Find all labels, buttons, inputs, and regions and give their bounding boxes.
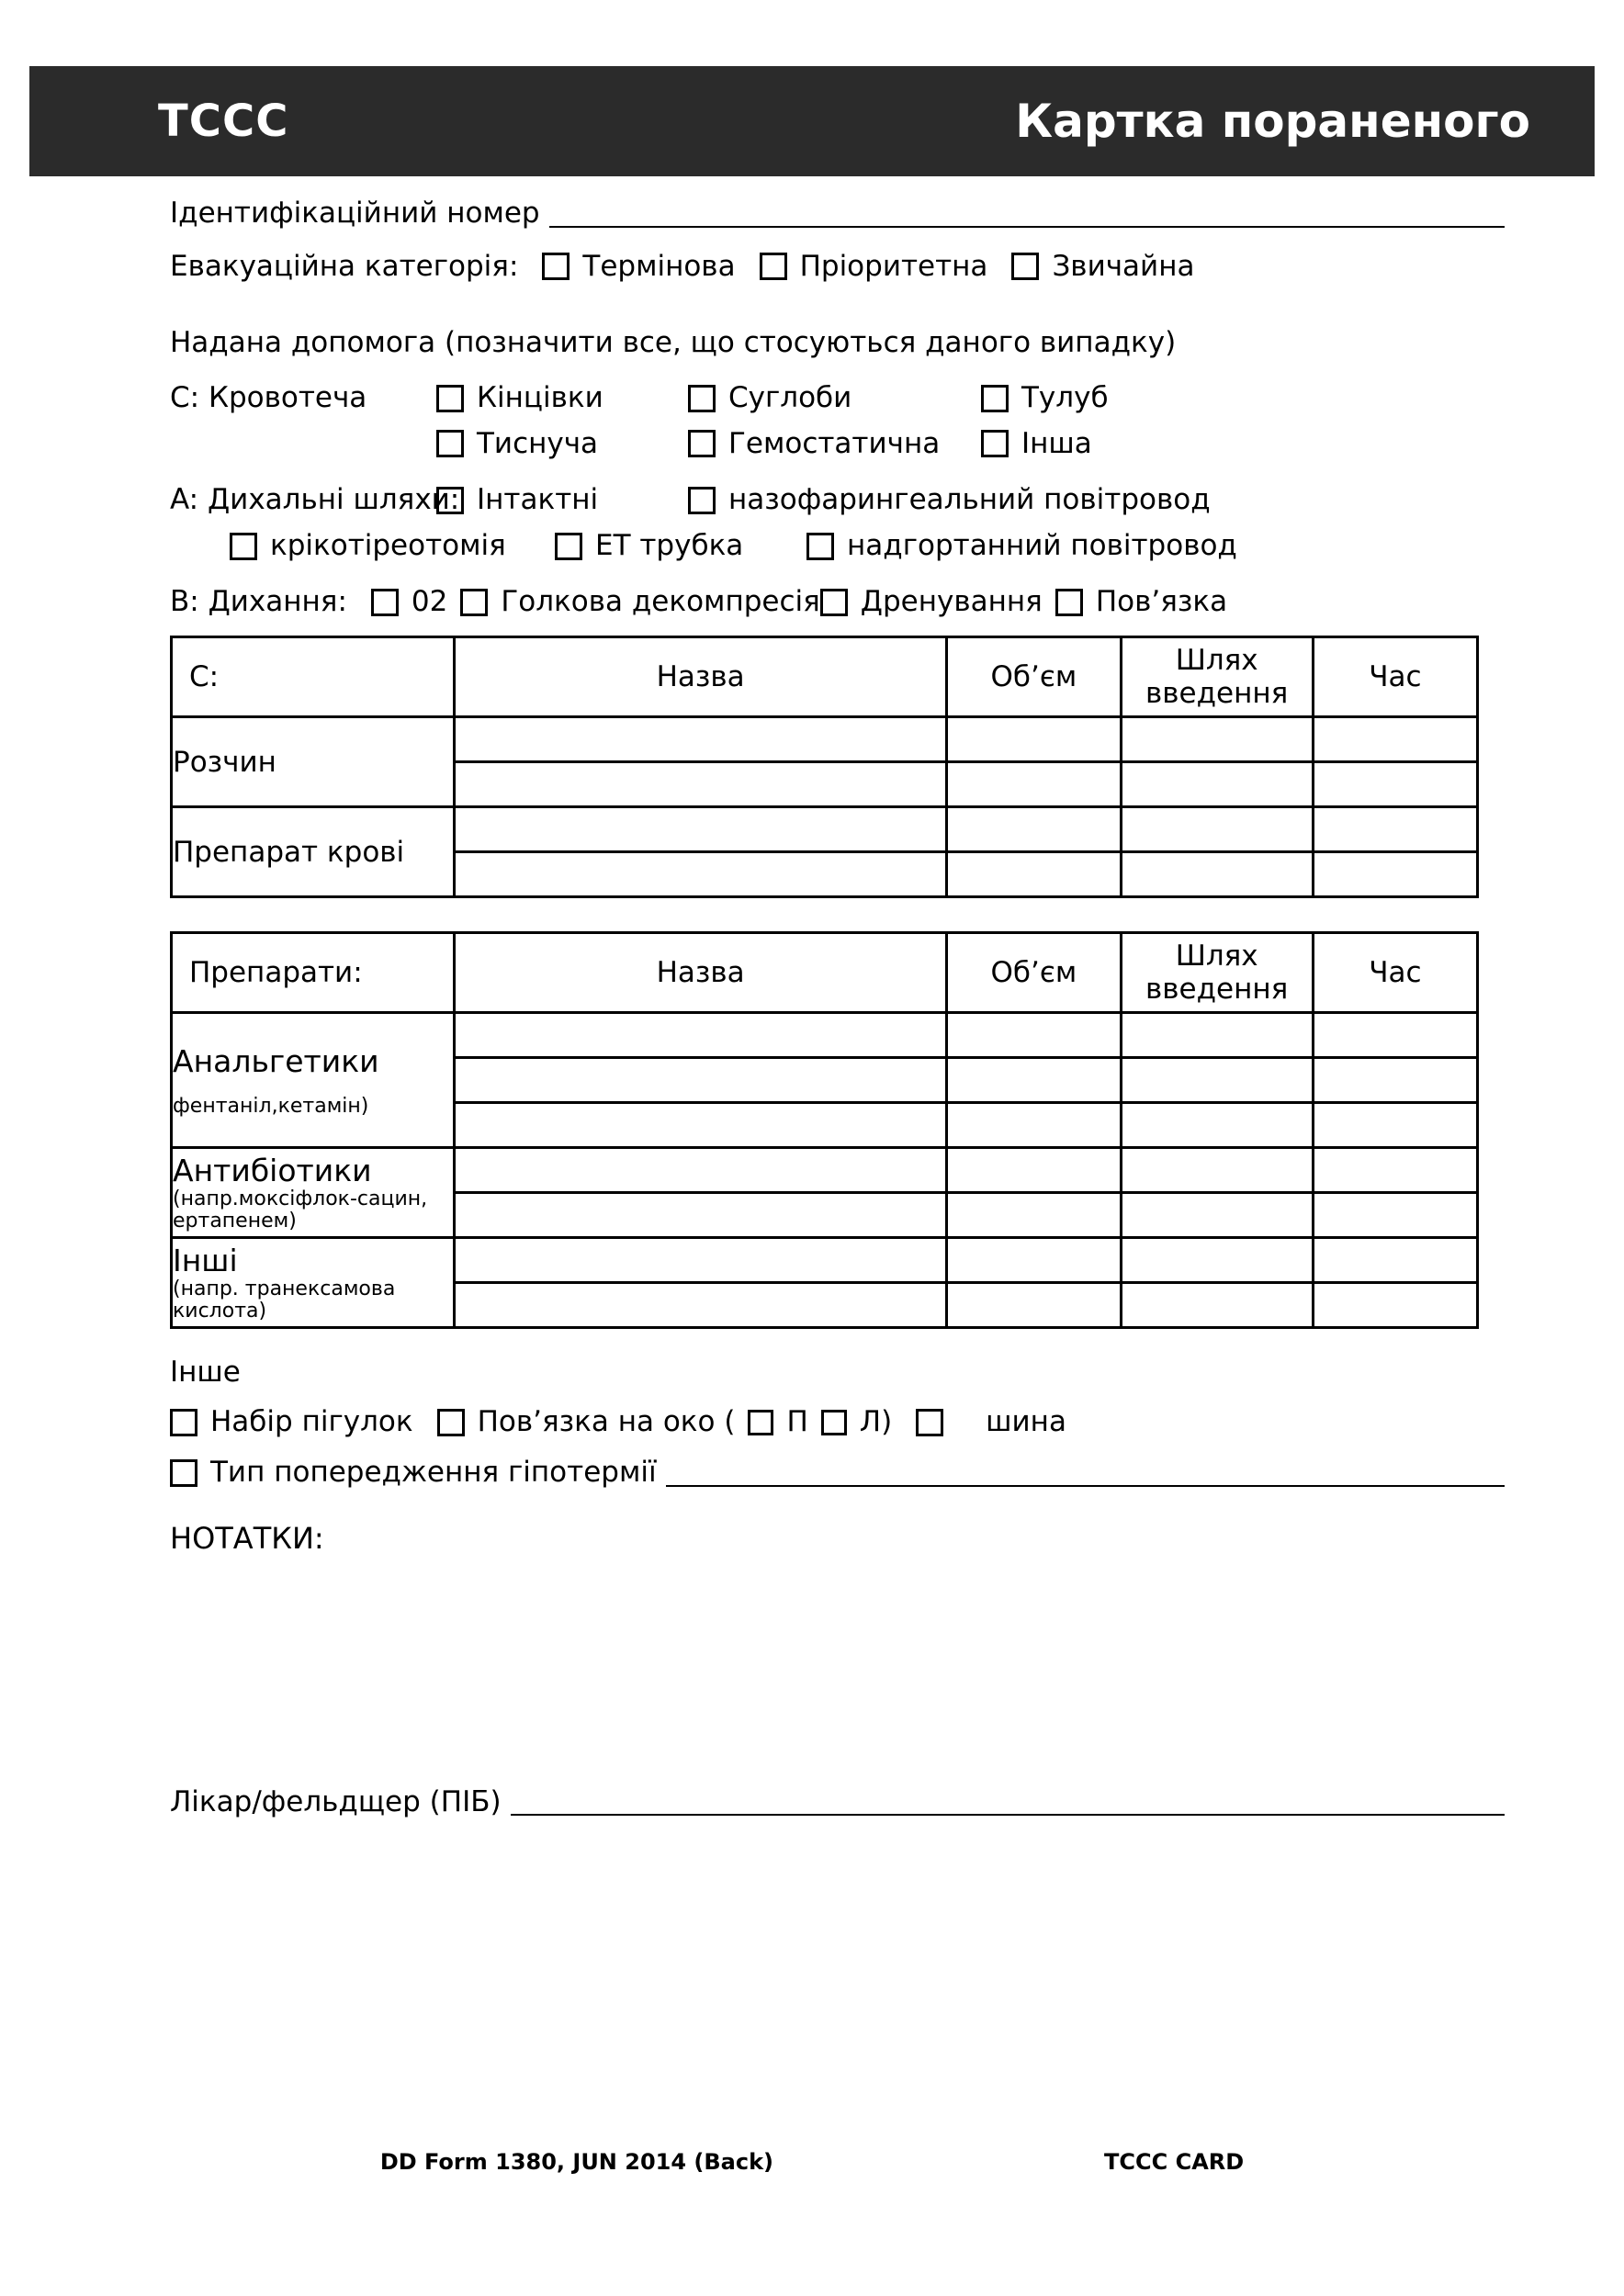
airway-row-2 [230, 530, 1505, 563]
cell-time[interactable] [1313, 1148, 1477, 1193]
row-label-antibiotic [172, 1148, 455, 1238]
cell-volume[interactable] [947, 1148, 1121, 1193]
hypothermia-input[interactable] [666, 1459, 1505, 1487]
header-route-line1: Шлях [1175, 644, 1258, 678]
cell-name[interactable] [454, 1103, 946, 1148]
cell-route[interactable] [1121, 807, 1313, 852]
other-option-pill-pack: Набір пігулок [210, 1404, 413, 1438]
bleeding-option-truncal: Тулуб [1021, 380, 1109, 414]
id-number-input[interactable] [549, 200, 1505, 228]
airway-option-ett: ЕТ трубка [595, 528, 744, 562]
notes-area[interactable] [170, 1556, 1505, 1739]
checkbox-airway-sga[interactable] [806, 533, 834, 560]
eye-close-paren: ) [881, 1404, 893, 1438]
header-volume: Об’єм [947, 637, 1121, 717]
cell-route[interactable] [1121, 1283, 1313, 1328]
cell-volume[interactable] [947, 1193, 1121, 1238]
evac-option-urgent: Термінова [582, 249, 736, 283]
cell-name[interactable] [454, 1238, 946, 1283]
checkbox-eye-left[interactable] [821, 1410, 847, 1435]
other-heading-row [170, 1356, 1505, 1390]
cell-time[interactable] [1313, 1058, 1477, 1103]
evac-option-routine: Звичайна [1052, 249, 1195, 283]
bleeding-option-extremity: Кінцівки [477, 380, 603, 414]
header-route [1121, 933, 1313, 1013]
table-row [172, 807, 1478, 852]
airway-option-sga: надгортанний повітровод [847, 528, 1237, 562]
bleeding-option-pressure: Тиснуча [477, 426, 599, 460]
other-meds-subtitle: (напр. транексамова кислота) [173, 1277, 396, 1323]
cell-volume[interactable] [947, 1238, 1121, 1283]
table-header-row [172, 637, 1478, 717]
cell-time[interactable] [1313, 1193, 1477, 1238]
cell-route[interactable] [1121, 1103, 1313, 1148]
checkbox-evac-routine[interactable] [1011, 253, 1039, 280]
header-time: Час [1313, 933, 1477, 1013]
breathing-option-o2: 02 [411, 585, 448, 619]
checkbox-breathing-chest-seal[interactable] [1055, 589, 1083, 616]
breathing-option-needle-d: Голкова декомпресія [501, 585, 820, 619]
checkbox-airway-intact[interactable] [436, 487, 464, 514]
cell-name[interactable] [454, 1283, 946, 1328]
airway-option-cric: крікотіреотомія [270, 528, 506, 562]
table-header-row [172, 933, 1478, 1013]
hypothermia-row [170, 1457, 1505, 1490]
checkbox-hypothermia[interactable] [170, 1459, 197, 1487]
breathing-label: B: Дихання: [170, 585, 347, 619]
cell-volume[interactable] [947, 852, 1121, 897]
table-row [172, 1148, 1478, 1193]
circulation-table [170, 636, 1479, 898]
airway-option-intact: Інтактні [477, 483, 599, 517]
breathing-option-chest-seal: Пов’язка [1095, 585, 1228, 619]
bleeding-row-1 [170, 382, 1505, 415]
checkbox-evac-priority[interactable] [760, 253, 787, 280]
eye-right-label: П [786, 1404, 808, 1438]
checkbox-breathing-chest-tube[interactable] [820, 589, 848, 616]
cell-volume[interactable] [947, 717, 1121, 762]
cell-name[interactable] [454, 807, 946, 852]
other-option-eye-shield: Пов’язка на око ( [477, 1404, 736, 1438]
cell-volume[interactable] [947, 1013, 1121, 1058]
form-body [0, 197, 1624, 1818]
header-name: Назва [454, 637, 946, 717]
cell-name[interactable] [454, 717, 946, 762]
checkbox-eye-shield[interactable] [437, 1409, 465, 1436]
circulation-row-label: C: [172, 637, 455, 717]
evac-category-label: Евакуаційна категорія: [170, 249, 519, 283]
cell-route[interactable] [1121, 717, 1313, 762]
airway-row-1 [170, 484, 1505, 517]
analgesic-title: Анальгетики [173, 1042, 379, 1079]
checkbox-airway-ett[interactable] [555, 533, 582, 560]
table-row [172, 1013, 1478, 1058]
signature-input[interactable] [511, 1788, 1505, 1816]
cell-time[interactable] [1313, 762, 1477, 807]
header-route-line1: Шлях [1175, 940, 1258, 974]
meds-row-label: Препарати: [172, 933, 455, 1013]
checkbox-breathing-o2[interactable] [371, 589, 399, 616]
table-row [172, 1238, 1478, 1283]
eye-left-label: Л [859, 1404, 882, 1438]
cell-time[interactable] [1313, 852, 1477, 897]
signature-label: Лікар/фельдщер (ПІБ) [170, 1785, 502, 1819]
page-footer [0, 2149, 1624, 2175]
cell-name[interactable] [454, 762, 946, 807]
checkbox-bleeding-junctional[interactable] [688, 385, 716, 412]
airway-label: A: Дихальні шляхи: [170, 483, 460, 517]
cell-time[interactable] [1313, 1238, 1477, 1283]
bleeding-option-hemostatic: Гемостатична [728, 426, 941, 460]
cell-time[interactable] [1313, 1283, 1477, 1328]
other-heading: Інше [170, 1356, 241, 1390]
antibiotic-title: Антибіотики [173, 1152, 372, 1188]
checkbox-bleeding-pressure[interactable] [436, 430, 464, 457]
row-label-fluid: Розчин [172, 717, 455, 807]
table-row [172, 717, 1478, 762]
other-meds-title: Інші [173, 1242, 238, 1278]
hypothermia-label: Тип попередження гіпотермії [210, 1456, 657, 1490]
tccc-card-label: TCCC CARD [1104, 2149, 1245, 2175]
analgesic-subtitle: фентаніл,кетамін) [173, 1094, 369, 1118]
cell-time[interactable] [1313, 1013, 1477, 1058]
cell-name[interactable] [454, 1058, 946, 1103]
cell-volume[interactable] [947, 1283, 1121, 1328]
evac-option-priority: Пріоритетна [799, 249, 988, 283]
bleeding-option-junctional: Суглоби [728, 380, 852, 414]
cell-volume[interactable] [947, 762, 1121, 807]
cell-route[interactable] [1121, 1193, 1313, 1238]
tccc-logo: TCCC [158, 96, 289, 147]
cell-name[interactable] [454, 1148, 946, 1193]
treatment-heading-row [170, 327, 1505, 360]
checkbox-airway-npa[interactable] [688, 487, 716, 514]
other-option-splint: шина [986, 1404, 1066, 1438]
cell-route[interactable] [1121, 852, 1313, 897]
checkbox-bleeding-extremity[interactable] [436, 385, 464, 412]
page-title: Картка пораненого [1015, 95, 1530, 148]
checkbox-bleeding-hemostatic[interactable] [688, 430, 716, 457]
checkbox-bleeding-truncal[interactable] [981, 385, 1009, 412]
evac-category-row [170, 251, 1505, 284]
bleeding-option-other: Інша [1021, 426, 1092, 460]
header-route-line2: введення [1145, 677, 1289, 711]
breathing-option-chest-tube: Дренування [860, 585, 1043, 619]
row-label-blood-product: Препарат крові [172, 807, 455, 897]
checkbox-breathing-needle-d[interactable] [460, 589, 488, 616]
signature-row [170, 1785, 1505, 1818]
cell-route[interactable] [1121, 1238, 1313, 1283]
treatment-heading: Надана допомога (позначити все, що стосуються даного випадку) [170, 326, 1177, 360]
id-number-label: Ідентифікаційний номер [170, 197, 540, 230]
header-route-line2: введення [1145, 973, 1289, 1007]
row-label-analgesic [172, 1013, 455, 1148]
cell-route[interactable] [1121, 1013, 1313, 1058]
checkbox-evac-urgent[interactable] [542, 253, 570, 280]
cell-volume[interactable] [947, 1058, 1121, 1103]
page-header [29, 66, 1595, 176]
header-time: Час [1313, 637, 1477, 717]
airway-option-npa: назофарингеальний повітровод [728, 483, 1211, 517]
checkbox-pill-pack[interactable] [170, 1409, 197, 1436]
cell-time[interactable] [1313, 717, 1477, 762]
medications-table [170, 931, 1479, 1329]
dd-form-label: DD Form 1380, JUN 2014 (Back) [379, 2149, 774, 2175]
header-route [1121, 637, 1313, 717]
header-volume: Об’єм [947, 933, 1121, 1013]
cell-volume[interactable] [947, 807, 1121, 852]
notes-label: НОТАТКИ: [170, 1521, 324, 1557]
other-options-row [170, 1406, 1505, 1439]
checkbox-airway-cric[interactable] [230, 533, 257, 560]
cell-time[interactable] [1313, 807, 1477, 852]
breathing-row [170, 586, 1505, 619]
checkbox-eye-right[interactable] [748, 1410, 773, 1435]
cell-route[interactable] [1121, 762, 1313, 807]
checkbox-bleeding-other[interactable] [981, 430, 1009, 457]
cell-name[interactable] [454, 1013, 946, 1058]
cell-volume[interactable] [947, 1103, 1121, 1148]
bleeding-label: C: Кровотеча [170, 380, 367, 414]
cell-name[interactable] [454, 1193, 946, 1238]
checkbox-splint[interactable] [916, 1409, 943, 1436]
bleeding-row-2 [170, 428, 1505, 461]
header-name: Назва [454, 933, 946, 1013]
row-label-other-meds [172, 1238, 455, 1328]
id-number-row [170, 197, 1505, 231]
cell-route[interactable] [1121, 1148, 1313, 1193]
cell-time[interactable] [1313, 1103, 1477, 1148]
antibiotic-subtitle: (напр.моксіфлок-сацин, ертапенем) [173, 1187, 428, 1233]
cell-name[interactable] [454, 852, 946, 897]
cell-route[interactable] [1121, 1058, 1313, 1103]
